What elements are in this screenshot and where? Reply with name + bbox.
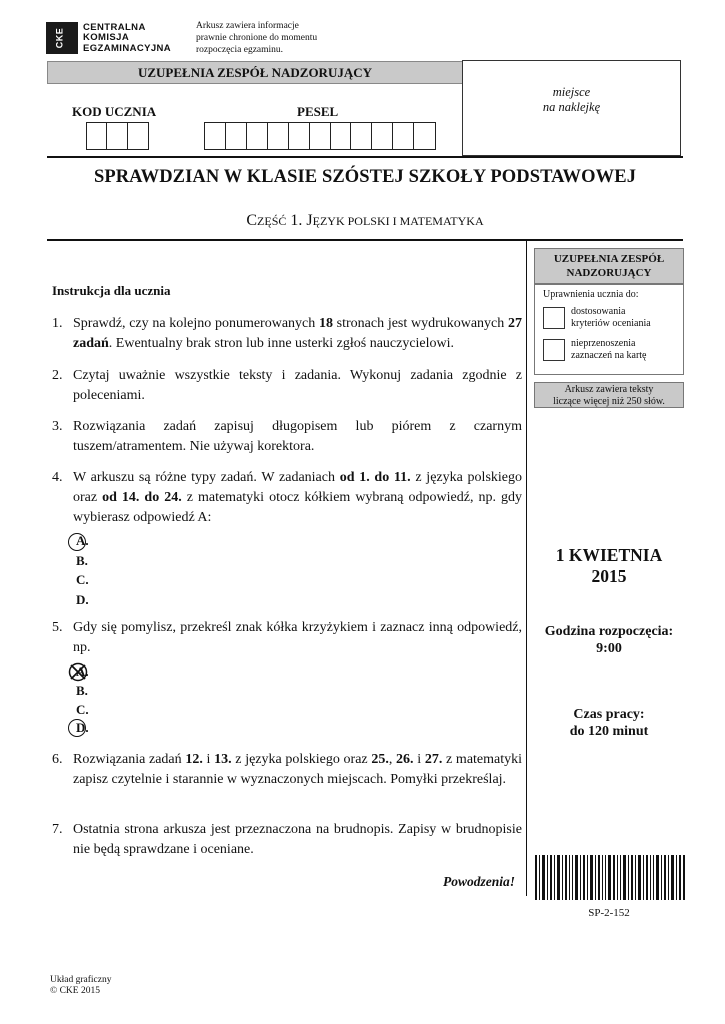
no-transfer-checkbox[interactable]: [543, 339, 565, 361]
exam-date: 1 KWIETNIA 2015: [555, 545, 663, 586]
good-luck-text: Powodzenia!: [443, 874, 516, 889]
instruction-item-7: 7. Ostatnia strona arkusza jest przeznaczona na brudnopis. Zapisy w brudnopisie nie będą sprawdzane i oceniane.: [52, 822, 522, 857]
example2-option-c: C.: [76, 702, 89, 717]
example2-option-a: A.: [76, 664, 89, 679]
title-divider: [47, 239, 683, 241]
example1-option-b: B.: [76, 553, 88, 568]
example1-option-c: C.: [76, 572, 89, 587]
student-code-label: KOD UCZNIA: [72, 104, 157, 119]
permissions-box: [534, 284, 684, 375]
example1-option-a: A.: [76, 533, 89, 548]
instructions-title: Instrukcja dla ucznia: [52, 283, 171, 298]
instruction-item-4: 4. W arkuszu są różne typy zadań. W zadaniach od 1. do 11. z języka polskiego oraz od 14. do 24. z matematyki otocz kółkiem wybraną odpowiedź, np. gdy wybierasz odpowiedź A:: [52, 470, 522, 525]
permissions-label: Uprawnienia ucznia do:: [543, 289, 639, 300]
cke-logo-text: CENTRALNA KOMISJA EGZAMINACYJNA: [83, 22, 172, 54]
sidebar-supervisor-header: UZUPEŁNIA ZESPÓŁ NADZORUJĄCY: [534, 248, 684, 284]
pesel-label: PESEL: [297, 104, 339, 119]
supervisor-header: UZUPEŁNIA ZESPÓŁ NADZORUJĄCY: [47, 61, 463, 84]
instruction-item-5: 5. Gdy się pomylisz, przekreśl znak kółka krzyżykiem i zaznacz inną odpowiedź, np.: [52, 620, 522, 655]
adapted-criteria-checkbox[interactable]: [543, 307, 565, 329]
example2-option-b: B.: [76, 683, 88, 698]
start-time: Godzina rozpoczęcia: 9:00: [544, 624, 674, 656]
exam-title: SPRAWDZIAN W KLASIE SZÓSTEJ SZKOŁY PODSTAWOWEJ: [93, 167, 637, 187]
pesel-field[interactable]: [204, 122, 436, 150]
footer-credits: Układ graficzny © CKE 2015: [50, 975, 112, 996]
instruction-item-1: 1. Sprawdź, czy na kolejno ponumerowanych 18 stronach jest wydrukowanych 27 zadań. Ewentualny brak stron lub inne usterki zgłoś nauczycielowi.: [52, 316, 522, 351]
barcode: [535, 855, 685, 900]
example1-option-d: D.: [76, 592, 89, 607]
sticker-placeholder: miejsce na naklejkę: [462, 60, 681, 156]
header-divider: [47, 156, 683, 158]
adapted-criteria-label: dostosowania kryteriów oceniania: [571, 306, 651, 329]
part-title: CZĘŚĆ 1. JĘZYK POLSKI I MATEMATYKA: [246, 212, 484, 229]
sidebar-divider: [526, 240, 527, 896]
long-texts-note: Arkusz zawiera teksty liczące więcej niż 250 słów.: [534, 382, 684, 408]
example2-option-d: D.: [76, 720, 89, 735]
student-code-field[interactable]: [86, 122, 149, 150]
sheet-code: SP-2-152: [588, 907, 630, 919]
no-transfer-label: nieprzenoszenia zaznaczeń na kartę: [571, 338, 647, 361]
cke-logo-mark: CKE: [46, 22, 78, 54]
instruction-item-2: 2. Czytaj uważnie wszystkie teksty i zadania. Wykonuj zadania zgodnie z poleceniami.: [52, 368, 522, 403]
protected-info-note: Arkusz zawiera informacje prawnie chronione do momentu rozpoczęcia egzaminu.: [196, 21, 318, 55]
instruction-item-6: 6. Rozwiązania zadań 12. i 13. z języka polskiego oraz 25., 26. i 27. z matematyki zapisz czytelnie i starannie w wyznaczonych miejscach. Pomyłki przekreślaj.: [52, 752, 523, 787]
instruction-item-3: 3. Rozwiązania zadań zapisuj długopisem lub piórem z czarnym tuszem/atramentem. Nie używaj korektora.: [52, 419, 522, 454]
duration: Czas pracy: do 120 minut: [569, 707, 649, 739]
cke-logo: [46, 22, 170, 54]
